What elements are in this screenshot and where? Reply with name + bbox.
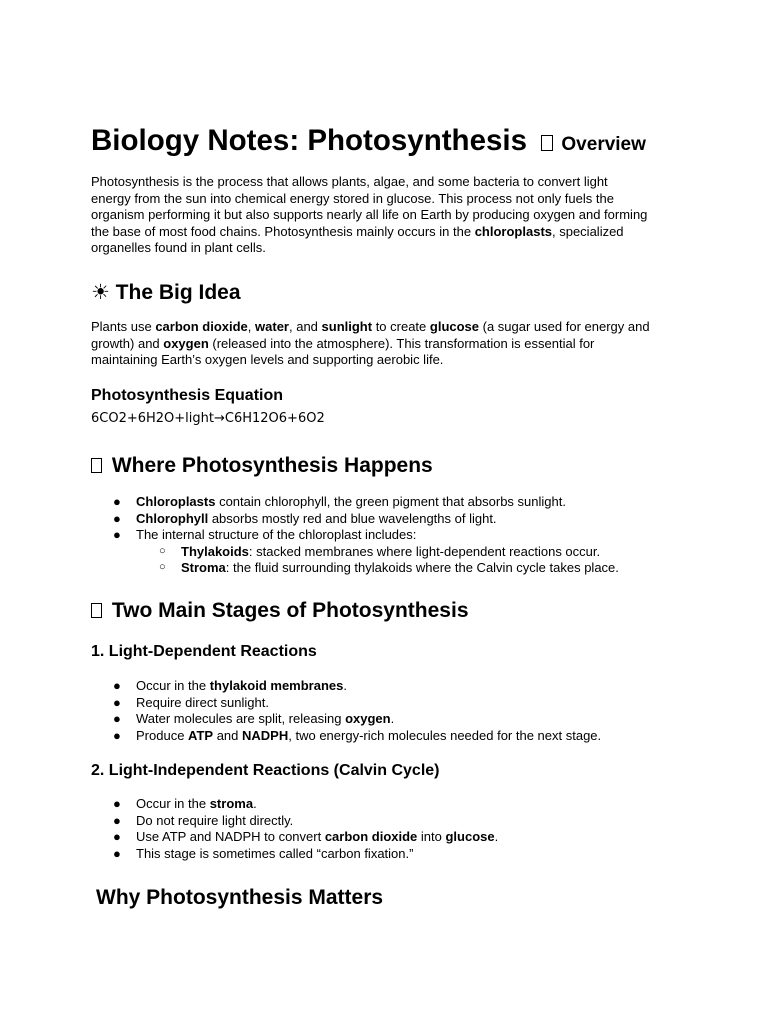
section-heading-why: Why Photosynthesis Matters xyxy=(96,886,384,909)
list-item-bold: NADPH xyxy=(242,727,289,743)
list-item-text: : stacked membranes where light-dependent reactions occur. xyxy=(248,543,601,559)
big-idea-text: (released into the atmosphere). This transformation is essential for maintaining Earth’s oxygen levels and supporting aerobic life. xyxy=(91,335,595,367)
list-item-text: : the fluid surrounding thylakoids where the Calvin cycle takes place. xyxy=(225,560,619,575)
intro-text-1: Photosynthesis is the process that allows plants, algae, and some bacteria to convert light energy from the sun into chemical energy stored in glucose. This process not only fuels the organism performing it but also supports nearly all life on Earth by producing oxygen and forming the base of most food chains. Photosynthesis mainly occurs in the xyxy=(91,174,648,239)
big-idea-text: , xyxy=(247,319,256,334)
bullet-icon: ● xyxy=(113,711,121,726)
list-item-text: Use ATP and NADPH to convert xyxy=(136,829,325,844)
section-heading-stages xyxy=(91,598,469,624)
big-idea-text: (a sugar used for energy and growth) and xyxy=(91,319,650,351)
list-item xyxy=(91,695,601,712)
list-item-text: Water molecules are split, releasing xyxy=(136,711,346,726)
list-item-bold: stroma xyxy=(209,796,254,811)
big-idea-bold: oxygen xyxy=(163,335,209,351)
bullet-icon: ● xyxy=(113,494,121,509)
list-item-bold: Thylakoids xyxy=(181,543,249,559)
list-item-text: Require direct sunlight. xyxy=(136,694,269,710)
stages-heading-text: Two Main Stages of Photosynthesis xyxy=(111,599,469,622)
list-item-text: Do not require light directly. xyxy=(136,812,294,828)
big-idea-heading-text: The Big Idea xyxy=(115,281,241,304)
intro-bold-chloroplasts: chloroplasts xyxy=(474,223,552,239)
list-item-text: , two energy-rich molecules needed for the next stage. xyxy=(288,727,602,743)
light-dependent-heading: 1. Light-Dependent Reactions xyxy=(91,643,317,660)
light-independent-heading: 2. Light-Independent Reactions (Calvin Cycle) xyxy=(91,762,440,779)
list-item xyxy=(91,511,619,528)
section-heading-where xyxy=(91,453,433,479)
bullet-icon: ● xyxy=(113,694,121,710)
big-idea-text: Plants use xyxy=(91,319,156,334)
section-heading-big-idea xyxy=(91,279,241,306)
where-heading-text: Where Photosynthesis Happens xyxy=(111,454,433,477)
page-title-subtitle: Overview xyxy=(561,134,646,155)
intro-text-2: , specialized organelles found in plant cells. xyxy=(91,223,624,255)
bullet-icon: ● xyxy=(113,727,121,743)
bullet-icon: ● xyxy=(113,510,121,526)
bullet-icon: ● xyxy=(113,812,121,828)
missing-glyph-icon xyxy=(91,603,102,618)
list-item xyxy=(91,813,498,830)
list-item-text: Occur in the xyxy=(136,678,210,693)
list-item-bold: ATP xyxy=(188,727,214,743)
sub-list-item xyxy=(91,560,619,577)
sun-icon: ☀ xyxy=(91,280,110,304)
list-item-text: Produce xyxy=(136,727,189,743)
light-independent-list xyxy=(91,796,498,862)
list-item-bold: carbon dioxide xyxy=(324,829,418,844)
list-item xyxy=(91,678,601,695)
big-idea-paragraph xyxy=(91,319,651,369)
page-title xyxy=(91,124,646,162)
list-item-bold: glucose xyxy=(445,829,495,844)
big-idea-bold: carbon dioxide xyxy=(155,319,248,334)
bullet-icon: ● xyxy=(113,527,121,542)
list-item-text: . xyxy=(343,678,347,693)
bullet-icon: ● xyxy=(113,796,121,811)
list-item xyxy=(91,728,601,745)
big-idea-bold: sunlight xyxy=(321,319,373,334)
list-item xyxy=(91,796,498,813)
list-item-text: . xyxy=(253,796,257,811)
list-item-bold: thylakoid membranes xyxy=(209,678,344,693)
list-item xyxy=(91,527,619,544)
list-item-text: into xyxy=(417,829,446,844)
where-list xyxy=(91,494,619,577)
list-item-text: . xyxy=(494,829,499,844)
bullet-icon: ● xyxy=(113,845,121,861)
equation-heading: Photosynthesis Equation xyxy=(91,387,284,404)
list-item xyxy=(91,829,498,846)
intro-paragraph xyxy=(91,174,651,257)
list-item xyxy=(91,711,601,728)
list-item xyxy=(91,494,619,511)
big-idea-bold: water xyxy=(255,319,289,334)
big-idea-bold: glucose xyxy=(429,319,480,334)
list-item-bold: oxygen xyxy=(345,711,391,726)
page-title-text: Biology Notes: Photosynthesis xyxy=(91,124,527,157)
bullet-icon: ● xyxy=(113,678,121,693)
list-item xyxy=(91,846,498,863)
bullet-icon: ● xyxy=(113,829,121,844)
list-item-bold: Stroma xyxy=(181,560,226,575)
list-item-text: The internal structure of the chloroplast includes: xyxy=(136,527,417,542)
list-item-text: Occur in the xyxy=(136,796,210,811)
big-idea-text: , and xyxy=(289,319,322,334)
list-item-text: . xyxy=(390,711,395,726)
bullet-icon: ○ xyxy=(159,561,166,573)
list-item-bold: Chlorophyll xyxy=(136,510,209,526)
missing-glyph-icon xyxy=(541,135,553,151)
light-dependent-list xyxy=(91,678,601,744)
bullet-icon: ○ xyxy=(159,544,166,557)
list-item-text: contain chlorophyll, the green pigment that absorbs sunlight. xyxy=(215,494,566,509)
list-item-text: absorbs mostly red and blue wavelengths of light. xyxy=(208,510,497,526)
equation-text: 6CO2+6H2O+light→C6H12O6+6O2 xyxy=(91,411,325,426)
sub-list-item xyxy=(91,544,619,561)
list-item-text: and xyxy=(213,727,243,743)
list-item-text: This stage is sometimes called “carbon fixation.” xyxy=(136,845,414,861)
big-idea-text: to create xyxy=(372,319,430,334)
missing-glyph-icon xyxy=(91,458,102,473)
list-item-bold: Chloroplasts xyxy=(136,494,216,509)
